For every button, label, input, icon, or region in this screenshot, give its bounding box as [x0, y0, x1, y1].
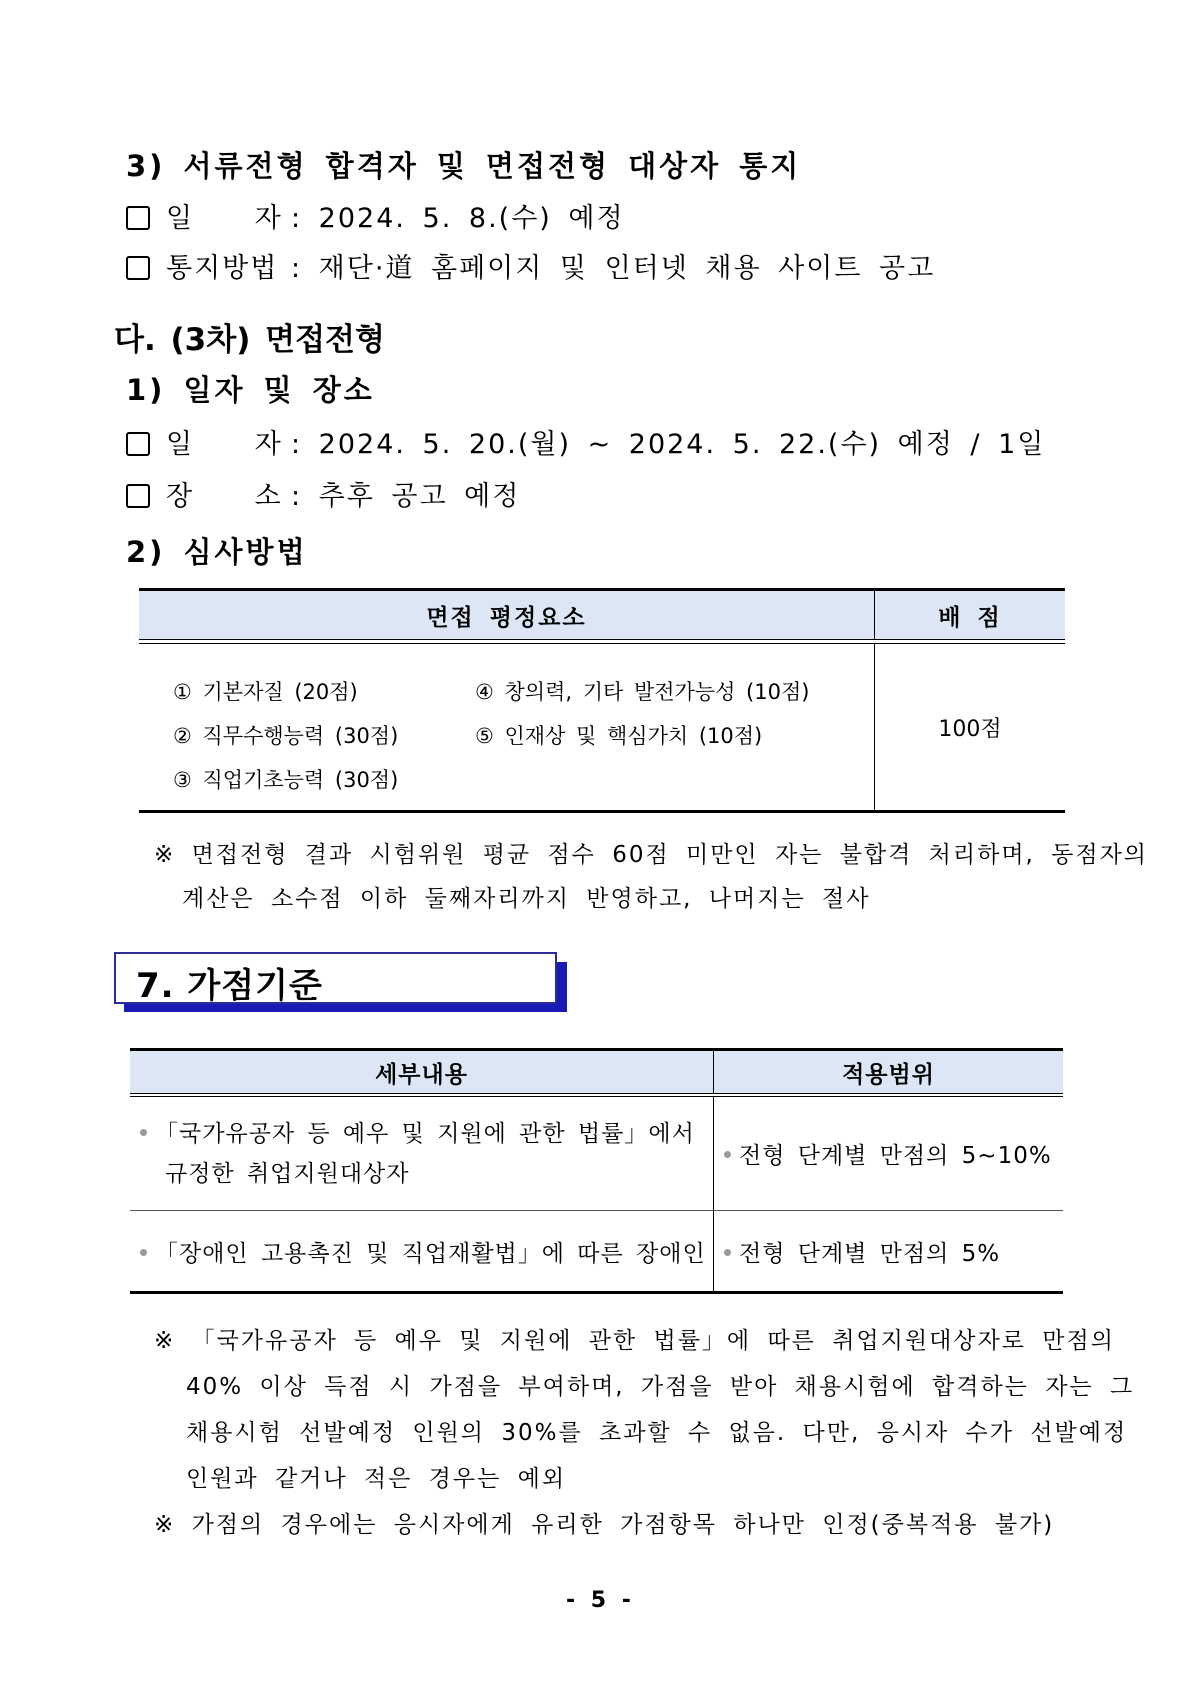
notice-date-value: : 2024. 5. 8.(수) 예정: [291, 203, 625, 234]
interview-place-value: : 추후 공고 예정: [291, 481, 521, 512]
page-number: - 5 -: [566, 1588, 635, 1613]
interview-place-label: 장 소: [166, 481, 283, 512]
interview-date-line: [126, 422, 1045, 461]
bonus-note-1-line-2: 40% 이상 득점 시 가점을 부여하며, 가점을 받아 채용시험에 합격하는 자는 그: [186, 1374, 1135, 1400]
scope-header: 적용범위: [842, 1061, 935, 1088]
table-row: [130, 1097, 1063, 1210]
section-7-heading: 7. 가점기준: [136, 966, 323, 1006]
interview-heading: 다. (3차) 면접전형: [114, 322, 385, 358]
interview-date-label: 일 자: [166, 429, 283, 460]
criteria-item: ③ 직업기초능력 (30점): [173, 768, 399, 792]
bullet-icon: [724, 1249, 731, 1256]
criteria-header: 면접 평정요소: [426, 604, 587, 631]
criteria-item: ⑤ 인재상 및 핵심가치 (10점): [475, 724, 763, 748]
scope-text: 전형 단계별 만점의 5~10%: [724, 1137, 1052, 1170]
interview-date-value: : 2024. 5. 20.(월) ~ 2024. 5. 22.(수) 예정 / 1일: [291, 429, 1046, 460]
bonus-note-1-line-3: 채용시험 선발예정 인원의 30%를 초과할 수 없음. 다만, 응시자 수가 선발예정: [186, 1420, 1128, 1446]
checkbox-icon: [126, 206, 150, 230]
notice-method-line: [126, 246, 935, 285]
criteria-item: ② 직무수행능력 (30점): [173, 724, 399, 748]
bonus-note-2: ※ 가점의 경우에는 응시자에게 유리한 가점항목 하나만 인정(중복적용 불가): [154, 1512, 1055, 1538]
notice-method-value: : 재단·道 홈페이지 및 인터넷 채용 사이트 공고: [291, 253, 936, 284]
total-score: 100점: [938, 716, 1002, 742]
notice-date-label: 일 자: [166, 203, 283, 234]
interview-note-line-2: 계산은 소수점 이하 둘째자리까지 반영하고, 나머지는 절사: [182, 886, 871, 912]
checkbox-icon: [126, 256, 150, 280]
checkbox-icon: [126, 432, 150, 456]
interview-criteria-table: [139, 588, 1065, 813]
table-row: [130, 1211, 1063, 1291]
bullet-icon: [140, 1249, 147, 1256]
checkbox-icon: [126, 484, 150, 508]
detail-text: 「국가유공자 등 예우 및 지원에 관한 법률」에서: [140, 1115, 695, 1148]
detail-header: 세부내용: [375, 1061, 468, 1088]
interview-place-line: [126, 474, 520, 513]
notice-date-line: [126, 196, 625, 235]
interview-note-line-1: ※ 면접전형 결과 시험위원 평균 점수 60점 미만인 자는 불합격 처리하며, 동점자의: [154, 842, 1149, 868]
bonus-criteria-table: [130, 1048, 1063, 1294]
scope-text: 전형 단계별 만점의 5%: [724, 1235, 1000, 1268]
section-3-heading: 3) 서류전형 합격자 및 면접전형 대상자 통지: [126, 149, 802, 183]
detail-text: 「장애인 고용촉진 및 직업재활법」에 따른 장애인: [140, 1235, 706, 1268]
notice-method-label: 통지방법: [166, 253, 279, 284]
bonus-note-1-line-4: 인원과 같거나 적은 경우는 예외: [186, 1466, 567, 1492]
bonus-note-1-line-1: ※ 「국가유공자 등 예우 및 지원에 관한 법률」에 따른 취업지원대상자로 만점의: [154, 1328, 1115, 1354]
interview-date-place-subheading: 1) 일자 및 장소: [126, 373, 375, 407]
evaluation-method-subheading: 2) 심사방법: [126, 535, 308, 569]
bullet-icon: [724, 1151, 731, 1158]
bullet-icon: [140, 1129, 147, 1136]
criteria-items: [139, 644, 874, 810]
score-header: 배 점: [938, 604, 1002, 631]
detail-text-continued: 규정한 취업지원대상자: [165, 1161, 410, 1187]
section-7-heading-box: [114, 952, 557, 1004]
criteria-item: ④ 창의력, 기타 발전가능성 (10점): [475, 680, 810, 704]
criteria-item: ① 기본자질 (20점): [173, 680, 358, 704]
